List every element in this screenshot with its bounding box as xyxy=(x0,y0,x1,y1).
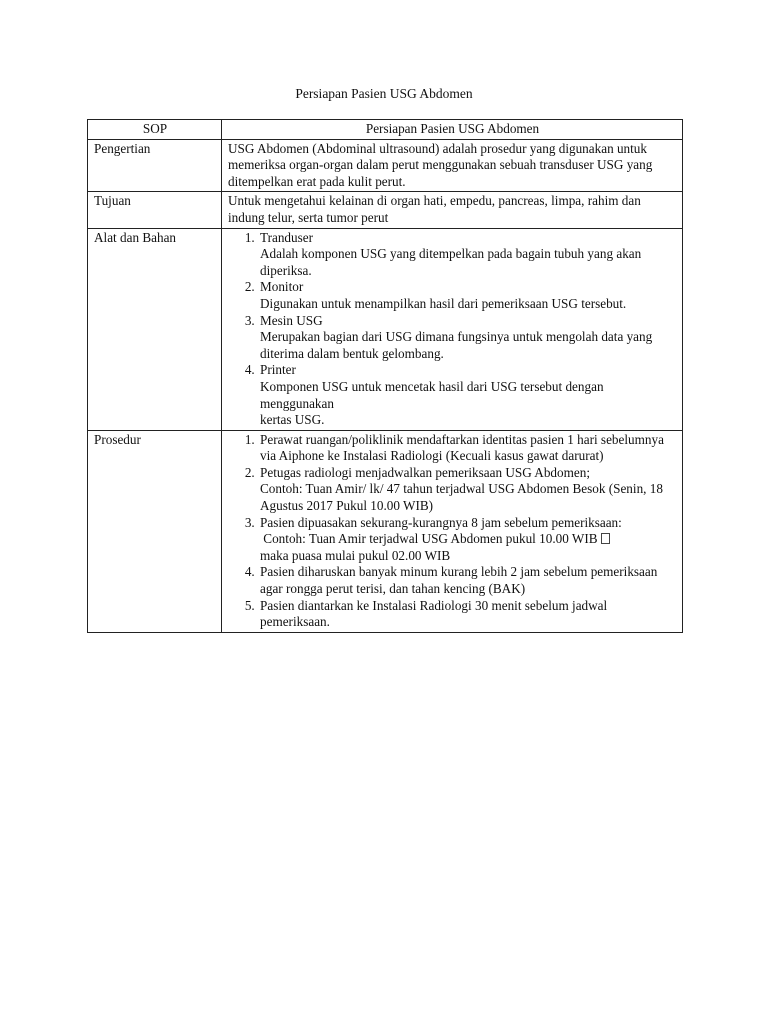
step-text: Pasien dipuasakan sekurang-kurangnya 8 jam sebelum pemeriksaan: xyxy=(260,514,622,530)
step-example xyxy=(260,531,677,548)
item-desc: Adalah komponen USG yang ditempelkan pada bagain tubuh yang akan diperiksa. xyxy=(260,246,642,278)
header-title: Persiapan Pasien USG Abdomen xyxy=(222,120,683,140)
alat-bahan-cell xyxy=(222,228,683,430)
row-prosedur xyxy=(88,430,683,632)
missing-glyph-icon xyxy=(601,533,610,544)
list-item xyxy=(258,598,677,631)
list-item xyxy=(258,515,677,565)
list-item xyxy=(258,279,677,312)
alat-list xyxy=(228,230,677,429)
step-text: Perawat ruangan/poliklinik mendaftarkan identitas pasien 1 hari sebelumnya via Aiphone ke Instalasi Radiologi (Kecuali kasus gawat darurat) xyxy=(260,431,664,464)
list-item xyxy=(258,230,677,280)
list-item xyxy=(258,362,677,428)
item-name: Tranduser xyxy=(260,229,313,245)
label-alat-bahan: Alat dan Bahan xyxy=(88,228,222,430)
header-row xyxy=(88,120,683,140)
text-tujuan: Untuk mengetahui kelainan di organ hati, empedu, pancreas, limpa, rahim dan indung telur, serta tumor perut xyxy=(222,192,683,228)
item-desc-continued: kertas USG. xyxy=(260,412,325,428)
list-item xyxy=(258,432,677,465)
document-title: Persiapan Pasien USG Abdomen xyxy=(295,86,473,101)
label-prosedur: Prosedur xyxy=(88,430,222,632)
item-name: Monitor xyxy=(260,279,304,295)
prosedur-list xyxy=(228,432,677,631)
item-desc: Merupakan bagian dari USG dimana fungsinya untuk mengolah data yang diterima dalam bentuk gelombang. xyxy=(260,329,653,361)
list-item xyxy=(258,313,677,363)
step-example-continued: maka puasa mulai pukul 02.00 WIB xyxy=(260,547,451,563)
step-text: Pasien diharuskan banyak minum kurang lebih 2 jam sebelum pemeriksaan agar rongga perut terisi, dan tahan kencing (BAK) xyxy=(260,564,658,597)
row-tujuan xyxy=(88,192,683,228)
step-text: Petugas radiologi menjadwalkan pemeriksaan USG Abdomen; xyxy=(260,464,590,480)
text-pengertian: USG Abdomen (Abdominal ultrasound) adalah prosedur yang digunakan untuk memeriksa organ-organ dalam perut menggunakan sebuah transduser USG yang ditempelkan erat pada kulit perut. xyxy=(222,139,683,192)
step-example-text: Contoh: Tuan Amir terjadwal USG Abdomen pukul 10.00 WIB xyxy=(263,531,598,547)
sop-table xyxy=(87,119,683,633)
row-alat-bahan xyxy=(88,228,683,430)
item-desc: Digunakan untuk menampilkan hasil dari pemeriksaan USG tersebut. xyxy=(260,295,627,311)
list-item xyxy=(258,465,677,515)
header-sop: SOP xyxy=(88,120,222,140)
step-text: Pasien diantarkan ke Instalasi Radiologi 30 menit sebelum jadwal pemeriksaan. xyxy=(260,597,608,630)
item-name: Mesin USG xyxy=(260,312,323,328)
step-example: Contoh: Tuan Amir/ lk/ 47 tahun terjadwal USG Abdomen Besok (Senin, 18 Agustus 2017 Pukul 10.00 WIB) xyxy=(260,481,663,514)
label-pengertian: Pengertian xyxy=(88,139,222,192)
prosedur-cell xyxy=(222,430,683,632)
item-desc: Komponen USG untuk mencetak hasil dari USG tersebut dengan menggunakan xyxy=(260,378,604,411)
item-name: Printer xyxy=(260,362,296,378)
row-pengertian xyxy=(88,139,683,192)
list-item xyxy=(258,564,677,597)
label-tujuan: Tujuan xyxy=(88,192,222,228)
